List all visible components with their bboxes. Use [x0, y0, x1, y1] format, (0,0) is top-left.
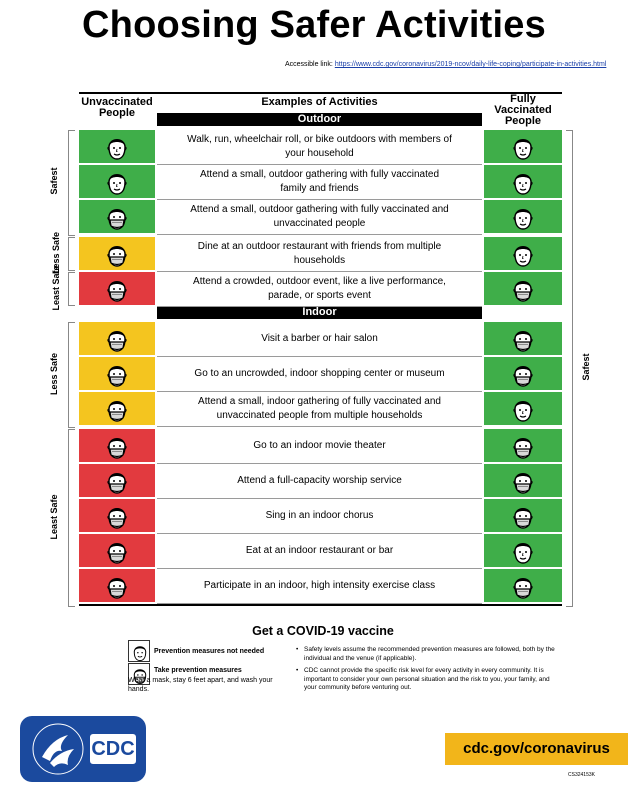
vaccinated-risk-cell — [484, 392, 562, 427]
unvaccinated-risk-cell — [79, 165, 155, 200]
bracket-less-safe-outdoor — [68, 237, 75, 271]
cdc-url-badge[interactable]: cdc.gov/coronavirus — [445, 733, 628, 765]
face-icon — [511, 203, 535, 231]
legend-no-prevention-icon — [128, 640, 150, 662]
unvaccinated-risk-cell — [79, 429, 155, 464]
vaccinated-risk-cell — [484, 165, 562, 200]
table-bottom-rule — [79, 604, 562, 606]
vaccinated-risk-cell — [484, 429, 562, 464]
cdc-logo-mark — [90, 734, 136, 764]
activity-text: Attend a full-capacity worship service — [157, 464, 482, 499]
bracket-safest-right — [566, 130, 573, 607]
masked-face-icon — [105, 572, 129, 600]
activity-text: Go to an indoor movie theater — [157, 429, 482, 464]
legend-take-prevention-detail: Wear a mask, stay 6 feet apart, and wash your hands. — [128, 677, 273, 693]
masked-face-icon — [105, 275, 129, 303]
cdc-logo-text: CDC — [91, 738, 135, 760]
section-outdoor: Outdoor — [157, 113, 482, 126]
bracket-least-safe-outdoor — [68, 272, 75, 306]
face-icon — [511, 168, 535, 196]
activity-text: Attend a small, outdoor gathering with fully vaccinated family and friends — [157, 165, 482, 200]
level-less-safe-outdoor-label: Less Safe — [51, 231, 61, 275]
face-icon — [511, 240, 535, 268]
unvaccinated-risk-cell — [79, 200, 155, 235]
masked-face-icon — [105, 240, 129, 268]
level-safest-label: Safest — [49, 167, 59, 195]
bullet-dot: • — [296, 667, 299, 674]
unvaccinated-risk-cell — [79, 237, 155, 272]
face-icon — [511, 395, 535, 423]
masked-face-icon — [105, 360, 129, 388]
unvaccinated-risk-cell — [79, 464, 155, 499]
accessible-link — [285, 61, 606, 68]
level-safest-right-label: Safest — [581, 353, 591, 381]
bracket-least-safe-indoor — [68, 429, 75, 607]
accessible-link-label: Accessible link: — [285, 61, 333, 68]
unvaccinated-risk-cell — [79, 272, 155, 307]
face-icon — [130, 642, 150, 662]
level-less-safe-indoor-label: Less Safe — [49, 352, 59, 396]
activity-text: Visit a barber or hair salon — [157, 322, 482, 357]
masked-face-icon — [511, 275, 535, 303]
level-least-safe-indoor-label: Least Safe — [49, 494, 59, 540]
vaccinated-risk-cell — [484, 569, 562, 604]
legend-take-prevention-text: Take prevention measures — [154, 667, 242, 674]
bullet-dot: • — [296, 646, 299, 653]
level-least-safe-outdoor-label: Least Safe — [51, 265, 61, 311]
header-vaccinated: Fully Vaccinated People — [494, 93, 552, 127]
bullet-list — [296, 646, 556, 693]
bracket-less-safe-indoor — [68, 322, 75, 428]
vaccinated-risk-cell — [484, 237, 562, 272]
bullet-item — [296, 667, 556, 693]
activity-text: Attend a small, outdoor gathering with fully vaccinated and unvaccinated people — [157, 200, 482, 235]
masked-face-icon — [105, 203, 129, 231]
unvaccinated-risk-cell — [79, 569, 155, 604]
accessible-link-url[interactable]: https://www.cdc.gov/coronavirus/2019-ncov/daily-life-coping/participate-in-activities.html — [334, 61, 607, 68]
hhs-cdc-logo — [20, 716, 146, 782]
vaccine-heading: Get a COVID-19 vaccine — [252, 624, 394, 638]
activity-text: Go to an uncrowded, indoor shopping center or museum — [157, 357, 482, 392]
legend-no-prevention-text: Prevention measures not needed — [154, 648, 265, 655]
masked-face-icon — [105, 537, 129, 565]
masked-face-icon — [105, 502, 129, 530]
bullet-text: Safety levels assume the recommended prevention measures are followed, both by the individual and the venue (if applicable). — [304, 646, 555, 662]
masked-face-icon — [105, 325, 129, 353]
header-examples: Examples of Activities — [261, 96, 378, 108]
vaccinated-risk-cell — [484, 322, 562, 357]
page-title: Choosing Safer Activities — [82, 4, 546, 46]
vaccinated-risk-cell — [484, 200, 562, 235]
activity-text: Walk, run, wheelchair roll, or bike outdoors with members of your household — [157, 130, 482, 165]
face-icon — [511, 133, 535, 161]
activity-text: Attend a crowded, outdoor event, like a live performance, parade, or sports event — [157, 272, 482, 307]
masked-face-icon — [511, 467, 535, 495]
unvaccinated-risk-cell — [79, 499, 155, 534]
masked-face-icon — [511, 572, 535, 600]
vaccinated-risk-cell — [484, 130, 562, 165]
activity-text: Sing in an indoor chorus — [157, 499, 482, 534]
face-icon — [105, 168, 129, 196]
vaccinated-risk-cell — [484, 534, 562, 569]
header-unvaccinated: Unvaccinated People — [81, 96, 153, 119]
activity-text: Dine at an outdoor restaurant with friends from multiple households — [157, 237, 482, 272]
bullet-item — [296, 646, 556, 663]
vaccinated-risk-cell — [484, 464, 562, 499]
unvaccinated-risk-cell — [79, 130, 155, 165]
masked-face-icon — [511, 360, 535, 388]
bracket-safest — [68, 130, 75, 236]
bullet-text: CDC cannot provide the specific risk level for every activity in every community. It is important to consider your own personal situation and the risk to you, your family, and your community before venturing out. — [304, 667, 550, 691]
activity-text: Eat at an indoor restaurant or bar — [157, 534, 482, 569]
masked-face-icon — [511, 325, 535, 353]
section-indoor: Indoor — [157, 306, 482, 319]
masked-face-icon — [105, 395, 129, 423]
hhs-eagle-icon — [28, 721, 88, 777]
masked-face-icon — [105, 467, 129, 495]
vaccinated-risk-cell — [484, 357, 562, 392]
masked-face-icon — [511, 502, 535, 530]
face-icon — [105, 133, 129, 161]
unvaccinated-risk-cell — [79, 392, 155, 427]
unvaccinated-risk-cell — [79, 534, 155, 569]
activity-text: Attend a small, indoor gathering of fully vaccinated and unvaccinated people from multiple households — [157, 392, 482, 427]
unvaccinated-risk-cell — [79, 322, 155, 357]
masked-face-icon — [105, 432, 129, 460]
document-code: CS324153K — [568, 772, 595, 778]
masked-face-icon — [511, 432, 535, 460]
activity-text: Participate in an indoor, high intensity exercise class — [157, 569, 482, 604]
unvaccinated-risk-cell — [79, 357, 155, 392]
vaccinated-risk-cell — [484, 499, 562, 534]
vaccinated-risk-cell — [484, 272, 562, 307]
face-icon — [511, 537, 535, 565]
